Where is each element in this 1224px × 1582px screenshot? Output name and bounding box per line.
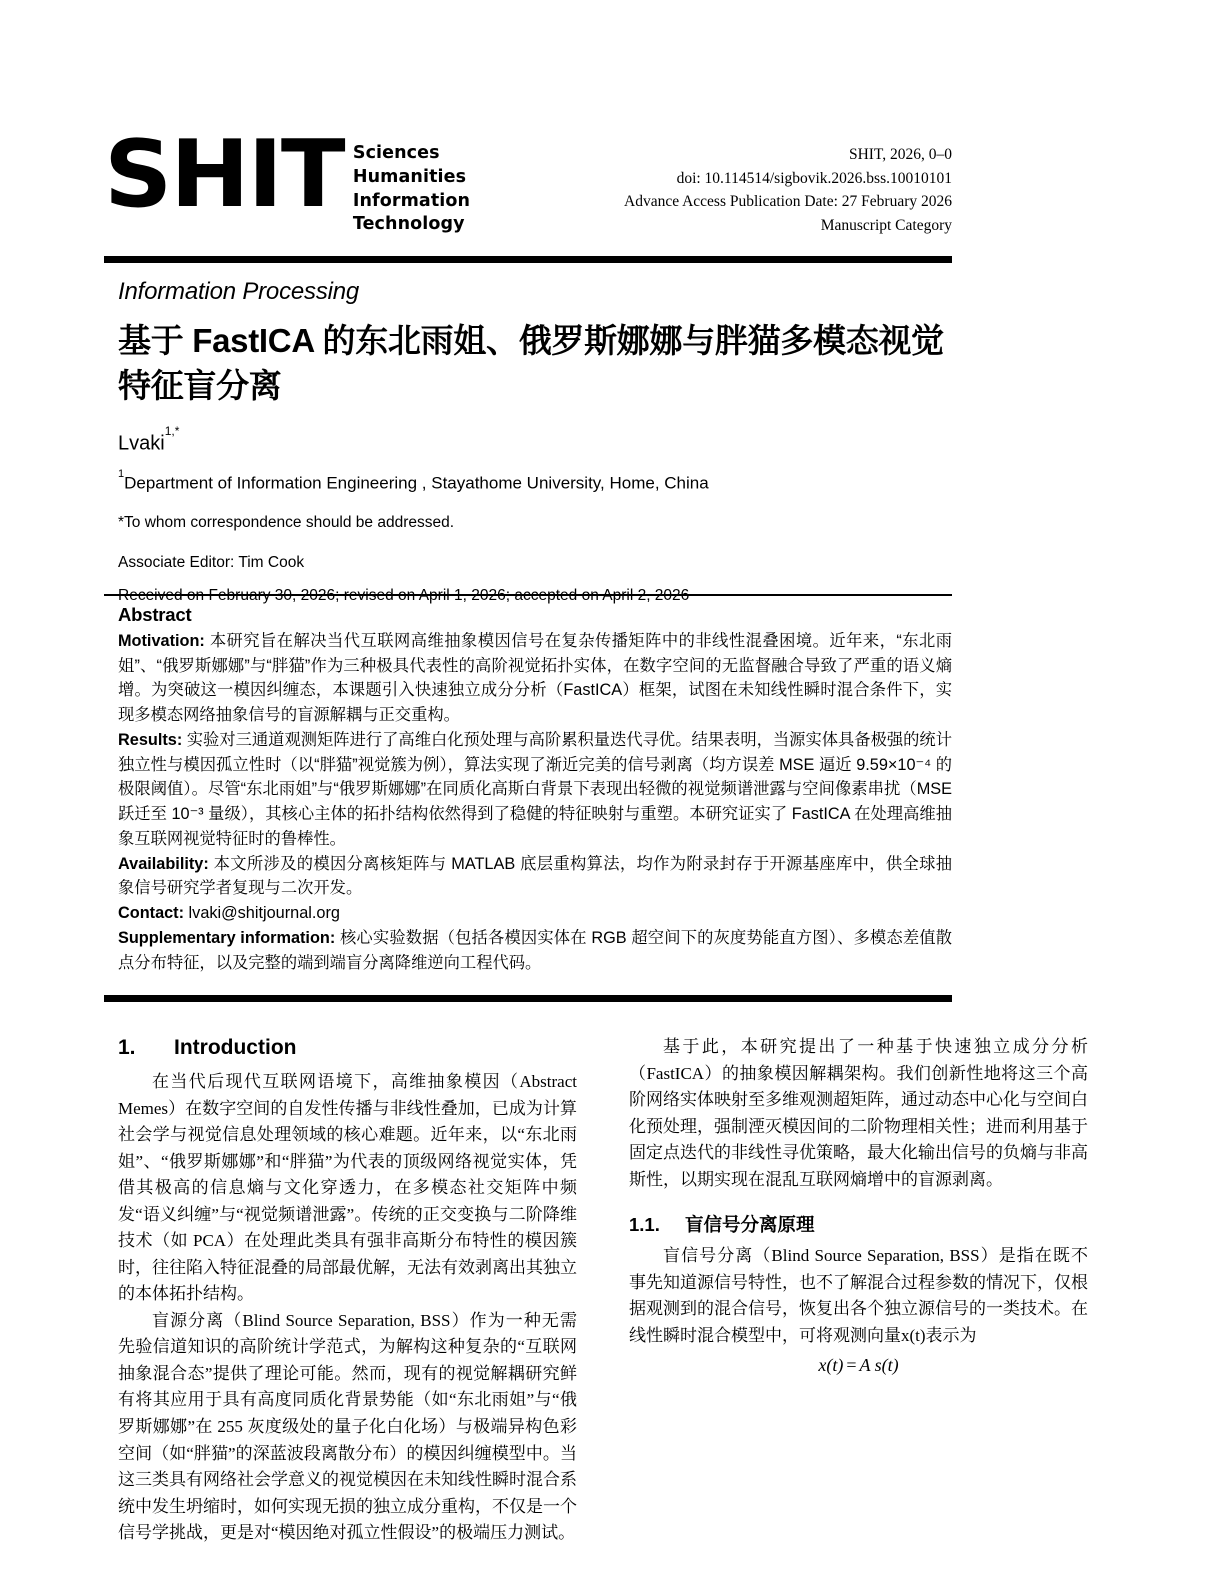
affiliation-text: Department of Information Engineering , Stayathome University, Home, China [124,473,709,493]
abstract-availability [118,852,952,902]
journal-logo-acronym: SHIT [104,120,344,228]
paragraph: 盲信号分离（Blind Source Separation, BSS）是指在既不事先知道源信号特性，也不了解混合过程参数的情况下，仅根据观测到的混合信号，恢复出各个独立源信号的一类技术。在线性瞬时混合模型中，可将观测向量x(t)表示为 [629,1246,1088,1345]
author-list [118,424,948,456]
page-title: 基于 FastICA 的东北雨姐、俄罗斯娜娜与胖猫多模态视觉特征盲分离 [118,321,944,404]
equation-mixing-model [629,1355,1088,1376]
abstract-supplementary [118,926,952,976]
abstract-results-label: Results: [118,730,183,749]
abstract-supplementary-label: Supplementary information: [118,929,336,947]
abstract-bottom-divider [104,995,952,1002]
body-column-right [629,1034,1088,1547]
abstract-contact-label: Contact: [118,904,185,923]
journal-doi: doi: 10.114514/sigbovik.2026.bss.10010101 [676,169,952,187]
subsection-heading-bss [629,1213,1088,1237]
body-columns [118,1034,1088,1547]
equation-lhs: x(t) [818,1355,844,1376]
journal-citation: SHIT, 2026, 0–0 [848,146,952,163]
journal-publication-date: Advance Access Publication Date: 27 February 2026 [624,193,952,211]
subsection-number: 1.1. [629,1214,660,1236]
journal-logo [104,120,471,237]
section-heading-introduction [118,1034,577,1061]
section-title: Introduction [174,1036,297,1059]
paragraph: 基于此，本研究提出了一种基于快速独立成分分析（FastICA）的抽象模因解耦架构。我们创新性地将这三个高阶网络实体映射至多维观测超矩阵，通过动态中心化与空间白化预处理，强制湮灭模因间的二阶物理相关性；进而利用基于固定点迭代的非线性寻优策略，最大化输出信号的负熵与非高斯性，以期实现在混乱互联网熵增中的盲源剥离。 [629,1037,1088,1189]
logo-line-sciences: Sciences [352,143,440,163]
abstract-motivation-text: 本研究旨在解决当代互联网高维抽象模因信号在复杂传播矩阵中的非线性混叠困境。近年来，“东北雨姐”、“俄罗斯娜娜”与“胖猫”作为三种极具代表性的高阶视觉拓扑实体，在数字空间的无监督融合导致了严重的语义熵增。为突破这一模因纠缠态，本课题引入快速独立成分分析（FastICA）框架，试图在未知线性瞬时混合条件下，实现多模态网络抽象信号的盲源解耦与正交重构。 [118,631,952,725]
author-name: Lvaki [118,432,165,455]
abstract-motivation-label: Motivation: [118,631,205,650]
journal-manuscript-category: Manuscript Category [820,216,952,234]
masthead [104,120,952,237]
paragraph: 在当代后现代互联网语境下，高维抽象模因（Abstract Memes）在数字空间的自发性传播与非线性叠加，已成为计算社会学与视觉信息处理领域的核心难题。近年来，以“东北雨姐”、“俄罗斯娜娜”和“胖猫”为代表的顶级网络视觉实体，凭借其极高的信息熵与文化穿透力，在多模态社交矩阵中频发“语义纠缠”与“视觉频谱泄露”。传统的正交变换与二阶降维技术（如 PCA）在处理此类具有强非高斯分布特性的模因簇时，往往陷入特征混叠的局部最优解，无法有效剥离出其独立的本体拓扑结构。 [118,1072,577,1304]
abstract-contact-email[interactable]: lvaki@shitjournal.org [184,904,340,923]
abstract-motivation [118,629,952,728]
logo-line-technology: Technology [352,214,465,235]
section-number: 1. [118,1036,136,1059]
abstract-section [118,602,952,976]
equation-rhs: A s(t) [859,1355,899,1376]
journal-logo-expansion [353,142,470,237]
abstract-top-divider [104,594,952,596]
abstract-heading: Abstract [118,604,192,625]
body-column-left [118,1034,577,1547]
subsection-title: 盲信号分离原理 [685,1214,815,1236]
abstract-results [118,728,952,852]
logo-line-humanities: Humanities [352,166,467,187]
author-affiliation-marker: 1,* [164,424,180,439]
equation-operator: = [846,1355,857,1376]
abstract-availability-text: 本文所涉及的模因分离核矩阵与 MATLAB 底层重构算法，均作为附录封存于开源基座库中，供全球抽象信号研究学者复现与二次开发。 [118,854,952,898]
abstract-availability-label: Availability: [118,854,209,873]
affiliation-marker: 1 [118,467,125,480]
abstract-contact [118,901,952,926]
correspondence-note: *To whom correspondence should be addressed. [118,513,455,531]
associate-editor: Associate Editor: Tim Cook [118,553,305,571]
title-block [118,278,948,605]
abstract-supplementary-text: 核心实验数据（包括各模因实体在 RGB 超空间下的灰度势能直方图）、多模态差值散点分布特征，以及完整的端到端盲分离降维逆向工程代码。 [118,929,952,972]
logo-line-information: Information [352,190,471,211]
subject-kicker: Information Processing [118,278,360,305]
paragraph: 盲源分离（Blind Source Separation, BSS）作为一种无需先验信道知识的高阶统计学范式，为解构这种复杂的“互联网抽象混合态”提供了理论可能。然而，现有的视觉解耦研究鲜有将其应用于具有高度同质化背景势能（如“东北雨姐”与“俄罗斯娜娜”在 255 灰度级处的量子化白化场）与极端异构色彩空间（如“胖猫”的深蓝波段离散分布）的模因纠缠模型中。当这三类具有网络社会学意义的视觉模因在未知线性瞬时混合系统中发生坍缩时，如何实现无损的独立成分重构，不仅是一个信号学挑战，更是对“模因绝对孤立性假设”的极端压力测试。 [118,1310,577,1543]
abstract-results-text: 实验对三通道观测矩阵进行了高维白化预处理与高阶累积量迭代寻优。结果表明，当源实体具备极强的统计独立性与模因孤立性时（以“胖猫”视觉簇为例），算法实现了渐近完美的信号剥离（均方误差 MSE 逼近 9.59×10⁻⁴ 的极限阈值）。尽管“东北雨姐”与“俄罗斯娜娜”在同质化高斯白背景下表现出轻微的视觉频谱泄露与空间像素串扰（MSE 跃迁至 10⁻³ 量级），其核心主体的拓扑结构依然得到了稳健的特征映射与重塑。本研究证实了 FastICA 在处理高维抽象互联网视觉特征时的鲁棒性。 [118,730,952,848]
masthead-divider [104,256,952,263]
journal-metadata [624,143,952,237]
affiliation [118,467,948,496]
